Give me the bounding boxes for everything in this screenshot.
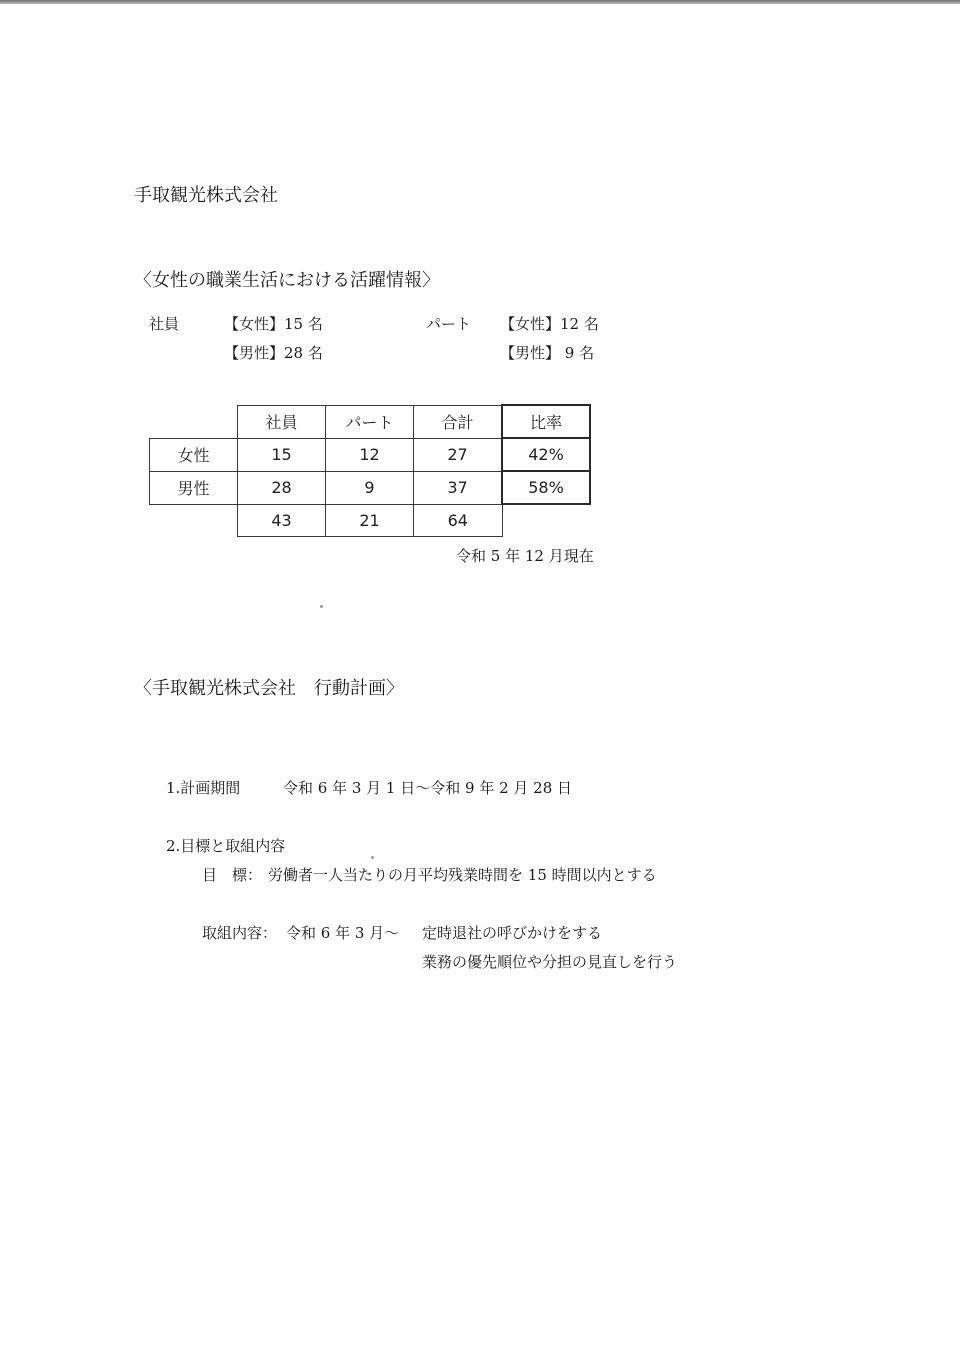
- table-header-cell: パート: [326, 405, 414, 438]
- table-header-cell: 合計: [414, 405, 503, 438]
- as-of-date: 令和 5 年 12 月現在: [456, 547, 594, 565]
- part-female-count: 【女性】12 名: [500, 315, 599, 333]
- table-total-row: [150, 504, 591, 536]
- plan-period-value: 令和 6 年 3 月 1 日〜令和 9 年 2 月 28 日: [283, 779, 573, 797]
- regular-staff-label: 社員: [149, 315, 180, 333]
- table-cell: 37: [414, 471, 503, 504]
- table-row-label: 女性: [150, 438, 238, 471]
- table-cell: 28: [238, 471, 326, 504]
- scan-edge: [0, 0, 960, 4]
- table-cell: 27: [414, 438, 503, 471]
- company-name: 手取観光株式会社: [134, 185, 278, 206]
- scan-speck: [371, 856, 374, 859]
- part-male-count: 【男性】 9 名: [500, 344, 595, 362]
- action-label: 取組内容：: [202, 924, 278, 942]
- table-cell: 9: [326, 471, 414, 504]
- action-start: 令和 6 年 3 月〜: [286, 924, 400, 942]
- action-item: 定時退社の呼びかけをする: [422, 924, 603, 942]
- table-header-cell: 社員: [238, 405, 326, 438]
- table-cell-ratio: 42%: [502, 438, 590, 471]
- goal-heading: 2.目標と取組内容: [166, 837, 286, 855]
- table-cell-ratio: 58%: [502, 471, 590, 504]
- table-empty-cell: [502, 504, 590, 536]
- regular-male-count: 【男性】28 名: [224, 344, 323, 362]
- section-title-action-plan: 〈手取観光株式会社 行動計画〉: [134, 678, 404, 699]
- table-cell: 12: [326, 438, 414, 471]
- table-total-cell: 21: [326, 504, 414, 536]
- regular-female-count: 【女性】15 名: [224, 315, 323, 333]
- action-item: 業務の優先順位や分担の見直しを行う: [422, 953, 678, 971]
- table-header-row: [150, 405, 591, 438]
- gender-ratio-table: [149, 404, 591, 537]
- section-title-activity-info: 〈女性の職業生活における活躍情報〉: [134, 270, 440, 291]
- goal-label: 目 標：: [202, 866, 263, 884]
- table-cell: 15: [238, 438, 326, 471]
- table-total-cell: 43: [238, 504, 326, 536]
- table-empty-cell: [150, 504, 238, 536]
- goal-text: 労働者一人当たりの月平均残業時間を 15 時間以内とする: [268, 866, 657, 884]
- table-corner: [150, 405, 238, 438]
- table-total-cell: 64: [414, 504, 503, 536]
- table-row: [150, 471, 591, 504]
- scan-speck: [320, 605, 323, 608]
- part-staff-label: パート: [426, 315, 472, 333]
- plan-period-label: 1.計画期間: [166, 779, 241, 797]
- table-row: [150, 438, 591, 471]
- table-row-label: 男性: [150, 471, 238, 504]
- table-header-cell: 比率: [502, 405, 590, 438]
